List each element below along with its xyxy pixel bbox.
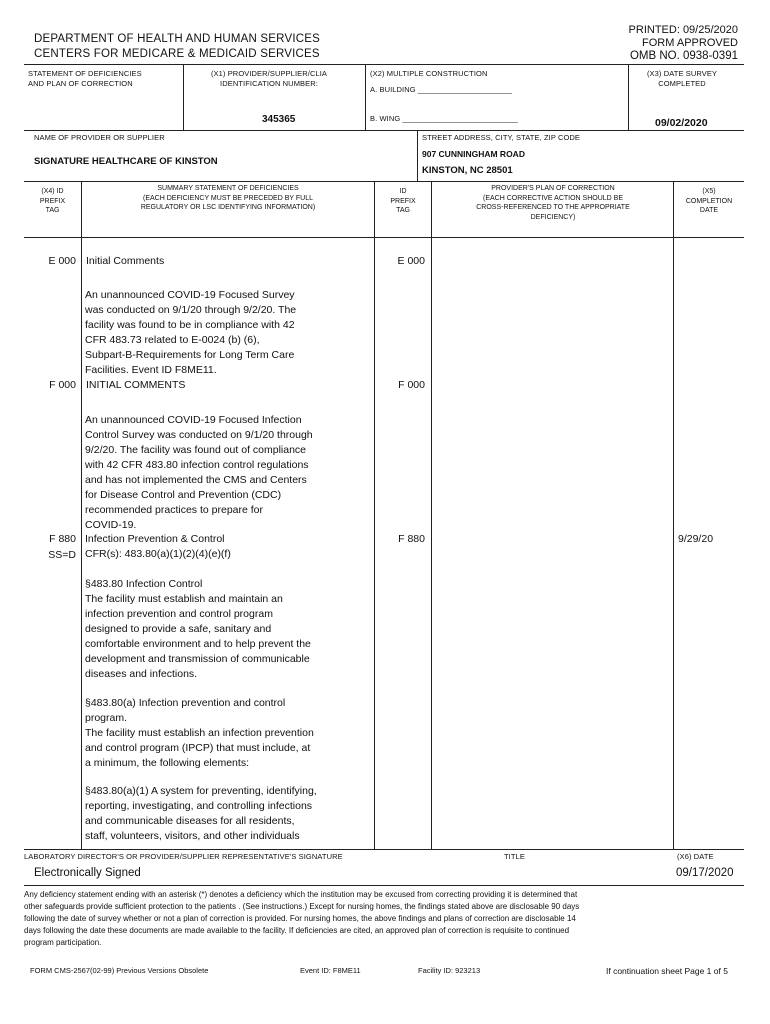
building-label: A. BUILDING ______________________ <box>370 85 512 94</box>
event-id: Event ID: F8ME11 <box>300 966 361 975</box>
statement-label: STATEMENT OF DEFICIENCIES AND PLAN OF CORRECTION <box>28 69 142 88</box>
provider-id-value: 345365 <box>262 114 296 125</box>
regulation-paragraph-3: §483.80(a)(1) A system for preventing, identifying, reporting, investigating, and controlling infections and communicable diseases for all residents, staff, volunteers, visitors, and other individuals <box>85 785 317 842</box>
summary-header: SUMMARY STATEMENT OF DEFICIENCIES (EACH DEFICIENCY MUST BE PRECEDED BY FULL REGULATORY OR LSC IDENTIFYING INFORMATION) <box>140 185 316 211</box>
street-address: 907 CUNNINGHAM ROAD <box>422 149 525 159</box>
f880-severity: SS=D <box>48 549 76 561</box>
provider-id-label: (X1) PROVIDER/SUPPLIER/CLIA IDENTIFICATION NUMBER: <box>210 69 328 88</box>
e000-text: An unannounced COVID-19 Focused Survey was conducted on 9/1/20 through 9/2/20. The facility was found to be in compliance with 42 CFR 483.73 related to E-0024 (b) (6), Subpart-B-Requirements for Long Term Care Facilities. Event ID F8ME11. <box>85 289 297 376</box>
form-status-header <box>629 24 738 63</box>
e000-title: Initial Comments <box>86 255 165 267</box>
multiple-construction-label: (X2) MULTIPLE CONSTRUCTION <box>370 69 488 78</box>
agency-line-1: DEPARTMENT OF HEALTH AND HUMAN SERVICES <box>34 33 320 45</box>
printed-date: PRINTED: 09/25/2020 <box>628 24 738 36</box>
agency-line-2: CENTERS FOR MEDICARE & MEDICAID SERVICES <box>34 48 320 60</box>
f880-completion-date: 9/29/20 <box>678 533 714 545</box>
form-approved: FORM APPROVED <box>642 37 738 49</box>
page-indicator: If continuation sheet Page 1 of 5 <box>606 966 728 976</box>
provider-name: SIGNATURE HEALTHCARE OF KINSTON <box>34 156 218 167</box>
address-label: STREET ADDRESS, CITY, STATE, ZIP CODE <box>422 133 581 142</box>
disclaimer-text: Any deficiency statement ending with an asterisk (*) denotes a deficiency which the institution may be excused from correcting providing it is determined that other safeguards provide sufficient protection to the patients . (See instructions.) Except for nursing homes, the findings stated above are disclosable 90 days following the date of survey whether or not a plan of correction is provided. For nursing homes, the above findings and plans of correction are disclosable 14 days following the date these documents are made available to the facility. If deficiencies are cited, an approved plan of correction is requisite to continued program participation. <box>24 890 580 947</box>
e000-id: E 000 <box>397 255 425 267</box>
id-header: ID PREFIX TAG <box>390 188 416 214</box>
plan-header: PROVIDER'S PLAN OF CORRECTION (EACH CORRECTIVE ACTION SHOULD BE CROSS-REFERENCED TO THE APPROPRIATE DEFICIENCY) <box>476 185 630 221</box>
regulation-paragraph-1: §483.80 Infection Control The facility must establish and maintain an infection prevention and control program designed to provide a safe, sanitary and comfortable environment and to help prevent the development and transmission of communicable diseases and infections. <box>85 578 311 680</box>
facility-id: Facility ID: 923213 <box>418 966 481 975</box>
date-survey-value: 09/02/2020 <box>655 117 708 129</box>
f880-id: F 880 <box>398 533 425 545</box>
e000-tag: E 000 <box>48 255 76 267</box>
signature-date: 09/17/2020 <box>676 867 734 879</box>
f000-id: F 000 <box>398 379 425 391</box>
signature-label: LABORATORY DIRECTOR'S OR PROVIDER/SUPPLIER REPRESENTATIVE'S SIGNATURE <box>24 852 343 861</box>
x4-header: (X4) ID PREFIX TAG <box>39 188 66 214</box>
wing-label: B. WING ___________________________ <box>370 114 518 123</box>
form-number: FORM CMS-2567(02-99) Previous Versions Obsolete <box>30 966 209 975</box>
signature-value: Electronically Signed <box>34 867 141 879</box>
city-state-zip: KINSTON, NC 28501 <box>422 165 513 176</box>
omb-number: OMB NO. 0938-0391 <box>629 50 738 62</box>
date-survey-label: (X3) DATE SURVEY COMPLETED <box>646 69 718 88</box>
f000-text: An unannounced COVID-19 Focused Infection Control Survey was conducted on 9/1/20 through 9/2/20. The facility was found out of compliance with 42 CFR 483.80 infection control regulations and has not implemented the CMS and Centers for Disease Control and Prevention (CDC) recommended practices to prepare for COVID-19. <box>85 414 313 531</box>
f880-title: Infection Prevention & Control CFR(s): 483.80(a)(1)(2)(4)(e)(f) <box>85 533 231 560</box>
regulation-paragraph-2: §483.80(a) Infection prevention and control program. The facility must establish an infection prevention and control program (IPCP) that must include, at a minimum, the following elements: <box>85 697 314 769</box>
signature-date-label: (X6) DATE <box>677 852 714 861</box>
title-label: TITLE <box>504 852 525 861</box>
f000-title: INITIAL COMMENTS <box>86 379 186 391</box>
x5-header: (X5) COMPLETION DATE <box>685 188 733 214</box>
agency-header <box>34 32 320 62</box>
f000-tag: F 000 <box>49 379 76 391</box>
provider-name-label: NAME OF PROVIDER OR SUPPLIER <box>34 133 165 142</box>
f880-tag: F 880 <box>49 533 76 545</box>
